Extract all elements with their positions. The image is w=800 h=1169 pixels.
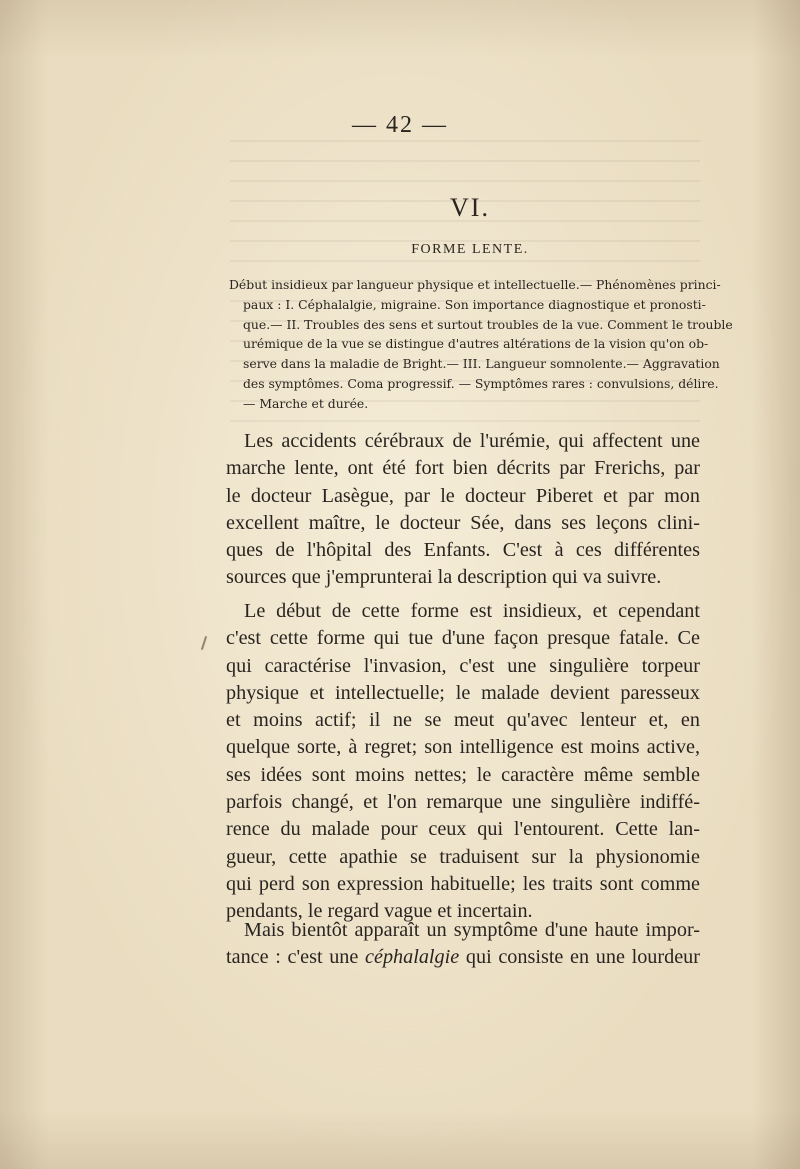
text-line: quelque sorte, à regret; son intelligence est moins active, [226, 736, 700, 759]
text-line: physique et intellectuelle; le malade devient paresseux [226, 681, 700, 704]
summary-line: des symptômes. Coma progressif. — Symptômes rares : convulsions, délire. [243, 375, 719, 391]
summary-line: — Marche et durée. [243, 395, 369, 411]
summary-line: serve dans la maladie de Bright.— III. Langueur somnolente.— Aggravation [243, 356, 720, 372]
summary-line: que.— II. Troubles des sens et surtout troubles de la vue. Comment le trouble [243, 316, 733, 332]
text-line: ques de l'hôpital des Enfants. C'est à ces différentes [226, 539, 700, 562]
text-line: Mais bientôt apparaît un symptôme d'une haute impor- [244, 919, 700, 941]
text-line: excellent maître, le docteur Sée, dans ses leçons clini- [226, 511, 700, 534]
paragraph-3 [226, 917, 700, 972]
text-line: le docteur Lasègue, par le docteur Piberet et par mon [226, 484, 700, 507]
text-line: Le début de cette forme est insidieux, et cependant [244, 600, 700, 622]
text-segment: tance : c'est une [226, 946, 366, 969]
text-line: qui caractérise l'invasion, c'est une singulière torpeur [226, 654, 700, 677]
text-line: Les accidents cérébraux de l'urémie, qui affectent une [244, 430, 700, 452]
text-line: parfois changé, et l'on remarque une singulière indiffé- [226, 791, 700, 814]
italic-term: céphalalgie [365, 946, 460, 969]
text-line: et moins actif; il ne se meut qu'avec lenteur et, en [226, 709, 700, 732]
chapter-number: VI. [450, 193, 490, 222]
text-segment: qui consiste en une lourdeur [459, 946, 700, 969]
paragraph-1 [226, 428, 700, 592]
text-line: marche lente, ont été fort bien décrits par Frerichs, par [226, 457, 700, 480]
page-number: — 42 — [352, 112, 448, 138]
chapter-summary [229, 275, 733, 414]
text-line: rence du malade pour ceux qui l'entourent. Cette lan- [226, 818, 700, 841]
chapter-title: FORME LENTE. [411, 242, 529, 257]
text-line [226, 944, 700, 971]
paragraph-2 [226, 598, 700, 926]
summary-line: Début insidieux par langueur physique et intellectuelle.— Phénomènes princi- [229, 277, 721, 292]
text-line: gueur, cette apathie se traduisent sur la physionomie [226, 845, 700, 868]
text-line: sources que j'emprunterai la description qui va suivre. [226, 566, 662, 589]
text-line: qui perd son expression habituelle; les traits sont comme [226, 872, 700, 895]
summary-line: urémique de la vue se distingue d'autres altérations de la vision qu'on ob- [243, 336, 709, 352]
text-line: pendants, le regard vague et incertain. [226, 900, 533, 923]
text-line: c'est cette forme qui tue d'une façon presque fatale. Ce [226, 627, 700, 650]
summary-line: paux : I. Céphalalgie, migraine. Son importance diagnostique et pronosti- [243, 296, 706, 312]
text-line: ses idées sont moins nettes; le caractère même semble [226, 763, 700, 786]
margin-pencil-mark [201, 636, 207, 650]
